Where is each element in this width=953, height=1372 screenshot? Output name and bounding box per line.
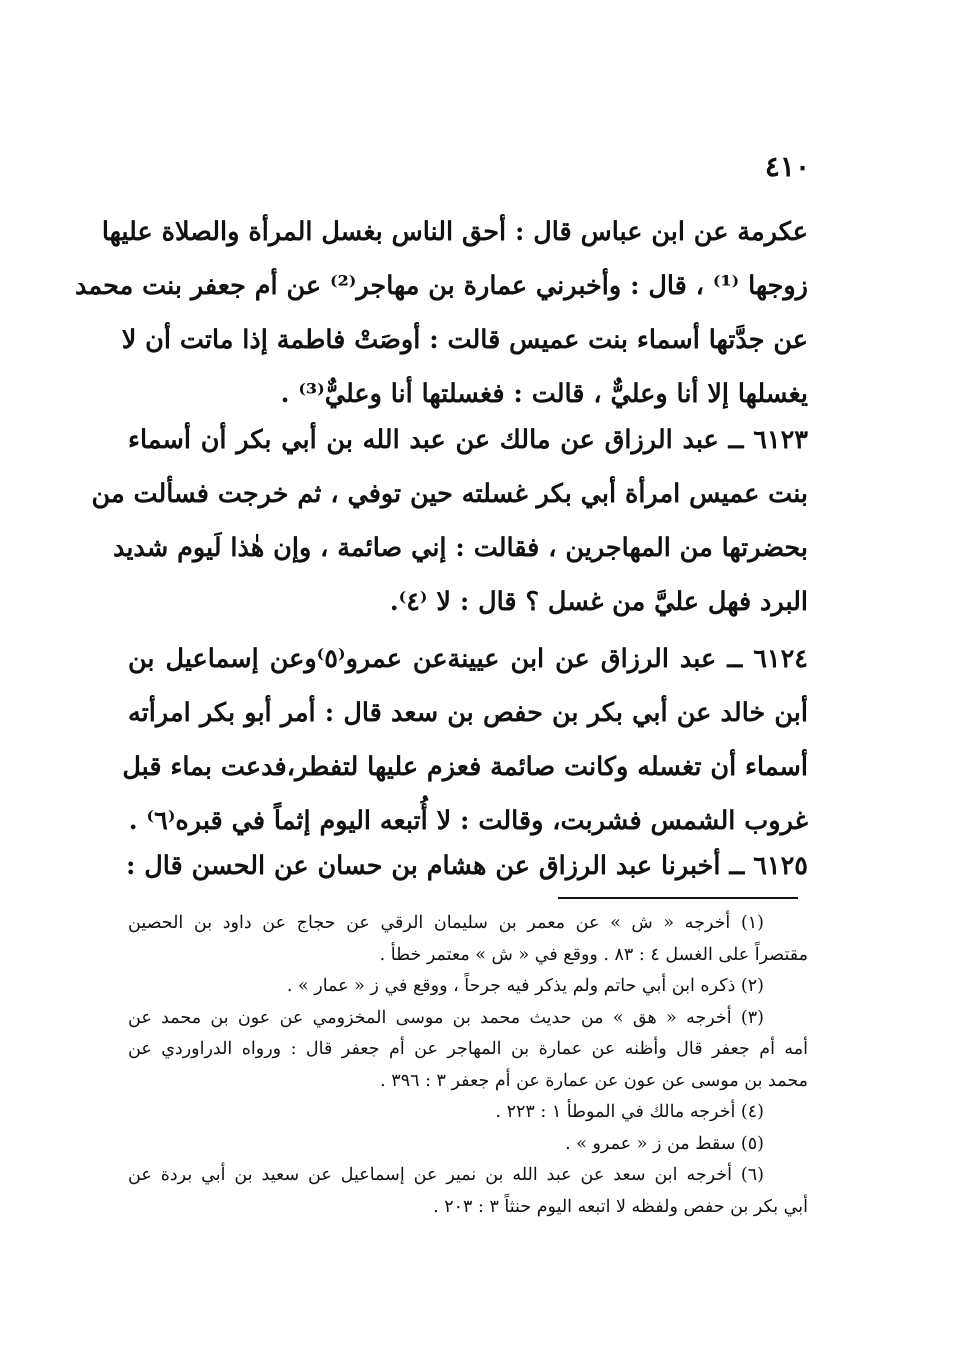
- text-line: بنت عميس امرأة أبي بكر غسلته حين توفي ، ثم خرجت فسألت من: [91, 479, 808, 509]
- footnote-4-line: (٤) أخرجه مالك في الموطأ ١ : ٢٢٣ .: [495, 1102, 764, 1122]
- paragraph-6125: [125, 839, 808, 893]
- text-line: يغسلها إلا أنا وعليٌّ ، قالت : فغسلتها أنا وعليٌّ⁽³⁾ .: [280, 379, 808, 409]
- text-line: عن جدَّتها أسماء بنت عميس قالت : أوصَتْ فاطمة إذا ماتت أن لا: [121, 325, 808, 355]
- page-number: ٤١٠: [764, 150, 810, 183]
- footnote-3-line: (٣) أخرجه « هق » من حديث محمد بن موسى المخزومي عن عون بن محمد عن: [128, 1007, 764, 1028]
- text-line: عكرمة عن ابن عباس قال : أحق الناس بغسل المرأة والصلاة عليها: [101, 217, 808, 247]
- footnote-6-line: أبي بكر بن حفص ولفظه لا اتبعه اليوم حنثاً ٣ : ٢٠٣ .: [433, 1196, 808, 1217]
- text-line: البرد فهل عليَّ من غسل ؟ قال : لا ⁽٤⁾.: [389, 587, 808, 617]
- footnote-3-line: أمه أم جعفر قال وأظنه عن عمارة بن المهاجر عن أم جعفر قال : ورواه الدراوردي عن: [128, 1039, 808, 1059]
- paragraph-6123: [91, 413, 808, 629]
- footnote-1-line: (١) أخرجه « ش » عن معمر بن سليمان الرقي عن حجاج عن داود بن الحصين: [128, 913, 764, 933]
- footnote-5-line: (٥) سقط من ز « عمرو » .: [565, 1133, 764, 1154]
- text-line: أبن خالد عن أبي بكر بن حفص بن سعد قال : أمر أبو بكر امرأته: [128, 698, 808, 728]
- footnote-divider: [558, 897, 798, 899]
- text-line: ٦١٢٤ ــ عبد الرزاق عن ابن عيينةعن عمرو⁽٥⁾وعن إسماعيل بن: [128, 644, 808, 674]
- paragraph-1: [74, 205, 808, 421]
- footnote-3-line: محمد بن موسى عن عون عن عمارة عن أم جعفر ٣ : ٣٩٦ .: [380, 1070, 808, 1091]
- footnotes: [128, 908, 808, 1223]
- footnote-6-line: (٦) أخرجه ابن سعد عن عبد الله بن نمير عن إسماعيل عن سعيد بن أبي بردة عن: [128, 1165, 764, 1185]
- paragraph-6124: [122, 632, 808, 848]
- text-line: ٦١٢٣ ــ عبد الرزاق عن مالك عن عبد الله بن أبي بكر أن أسماء: [128, 425, 808, 455]
- text-line: غروب الشمس فشربت، وقالت : لا أُتبعه اليوم إثماً في قبره⁽٦⁾ .: [128, 806, 808, 836]
- text-line: زوجها ⁽¹⁾ ، قال : وأخبرني عمارة بن مهاجر⁽²⁾ عن أم جعفر بنت محمد: [74, 271, 808, 301]
- text-line: أسماء أن تغسله وكانت صائمة فعزم عليها لتفطر،فدعت بماء قبل: [122, 752, 808, 782]
- text-line: بحضرتها من المهاجرين ، فقالت : إني صائمة ، وإن هٰذا لَيوم شديد: [112, 533, 808, 563]
- footnote-1-line: مقتصراً على الغسل ٤ : ٨٣ . ووقع في « ش » معتمر خطأ .: [379, 944, 808, 965]
- footnote-2-line: (٢) ذكره ابن أبي حاتم ولم يذكر فيه جرحاً ، ووقع في ز « عمار » .: [286, 976, 764, 996]
- text-line: ٦١٢٥ ــ أخبرنا عبد الرزاق عن هشام بن حسان عن الحسن قال :: [125, 851, 808, 881]
